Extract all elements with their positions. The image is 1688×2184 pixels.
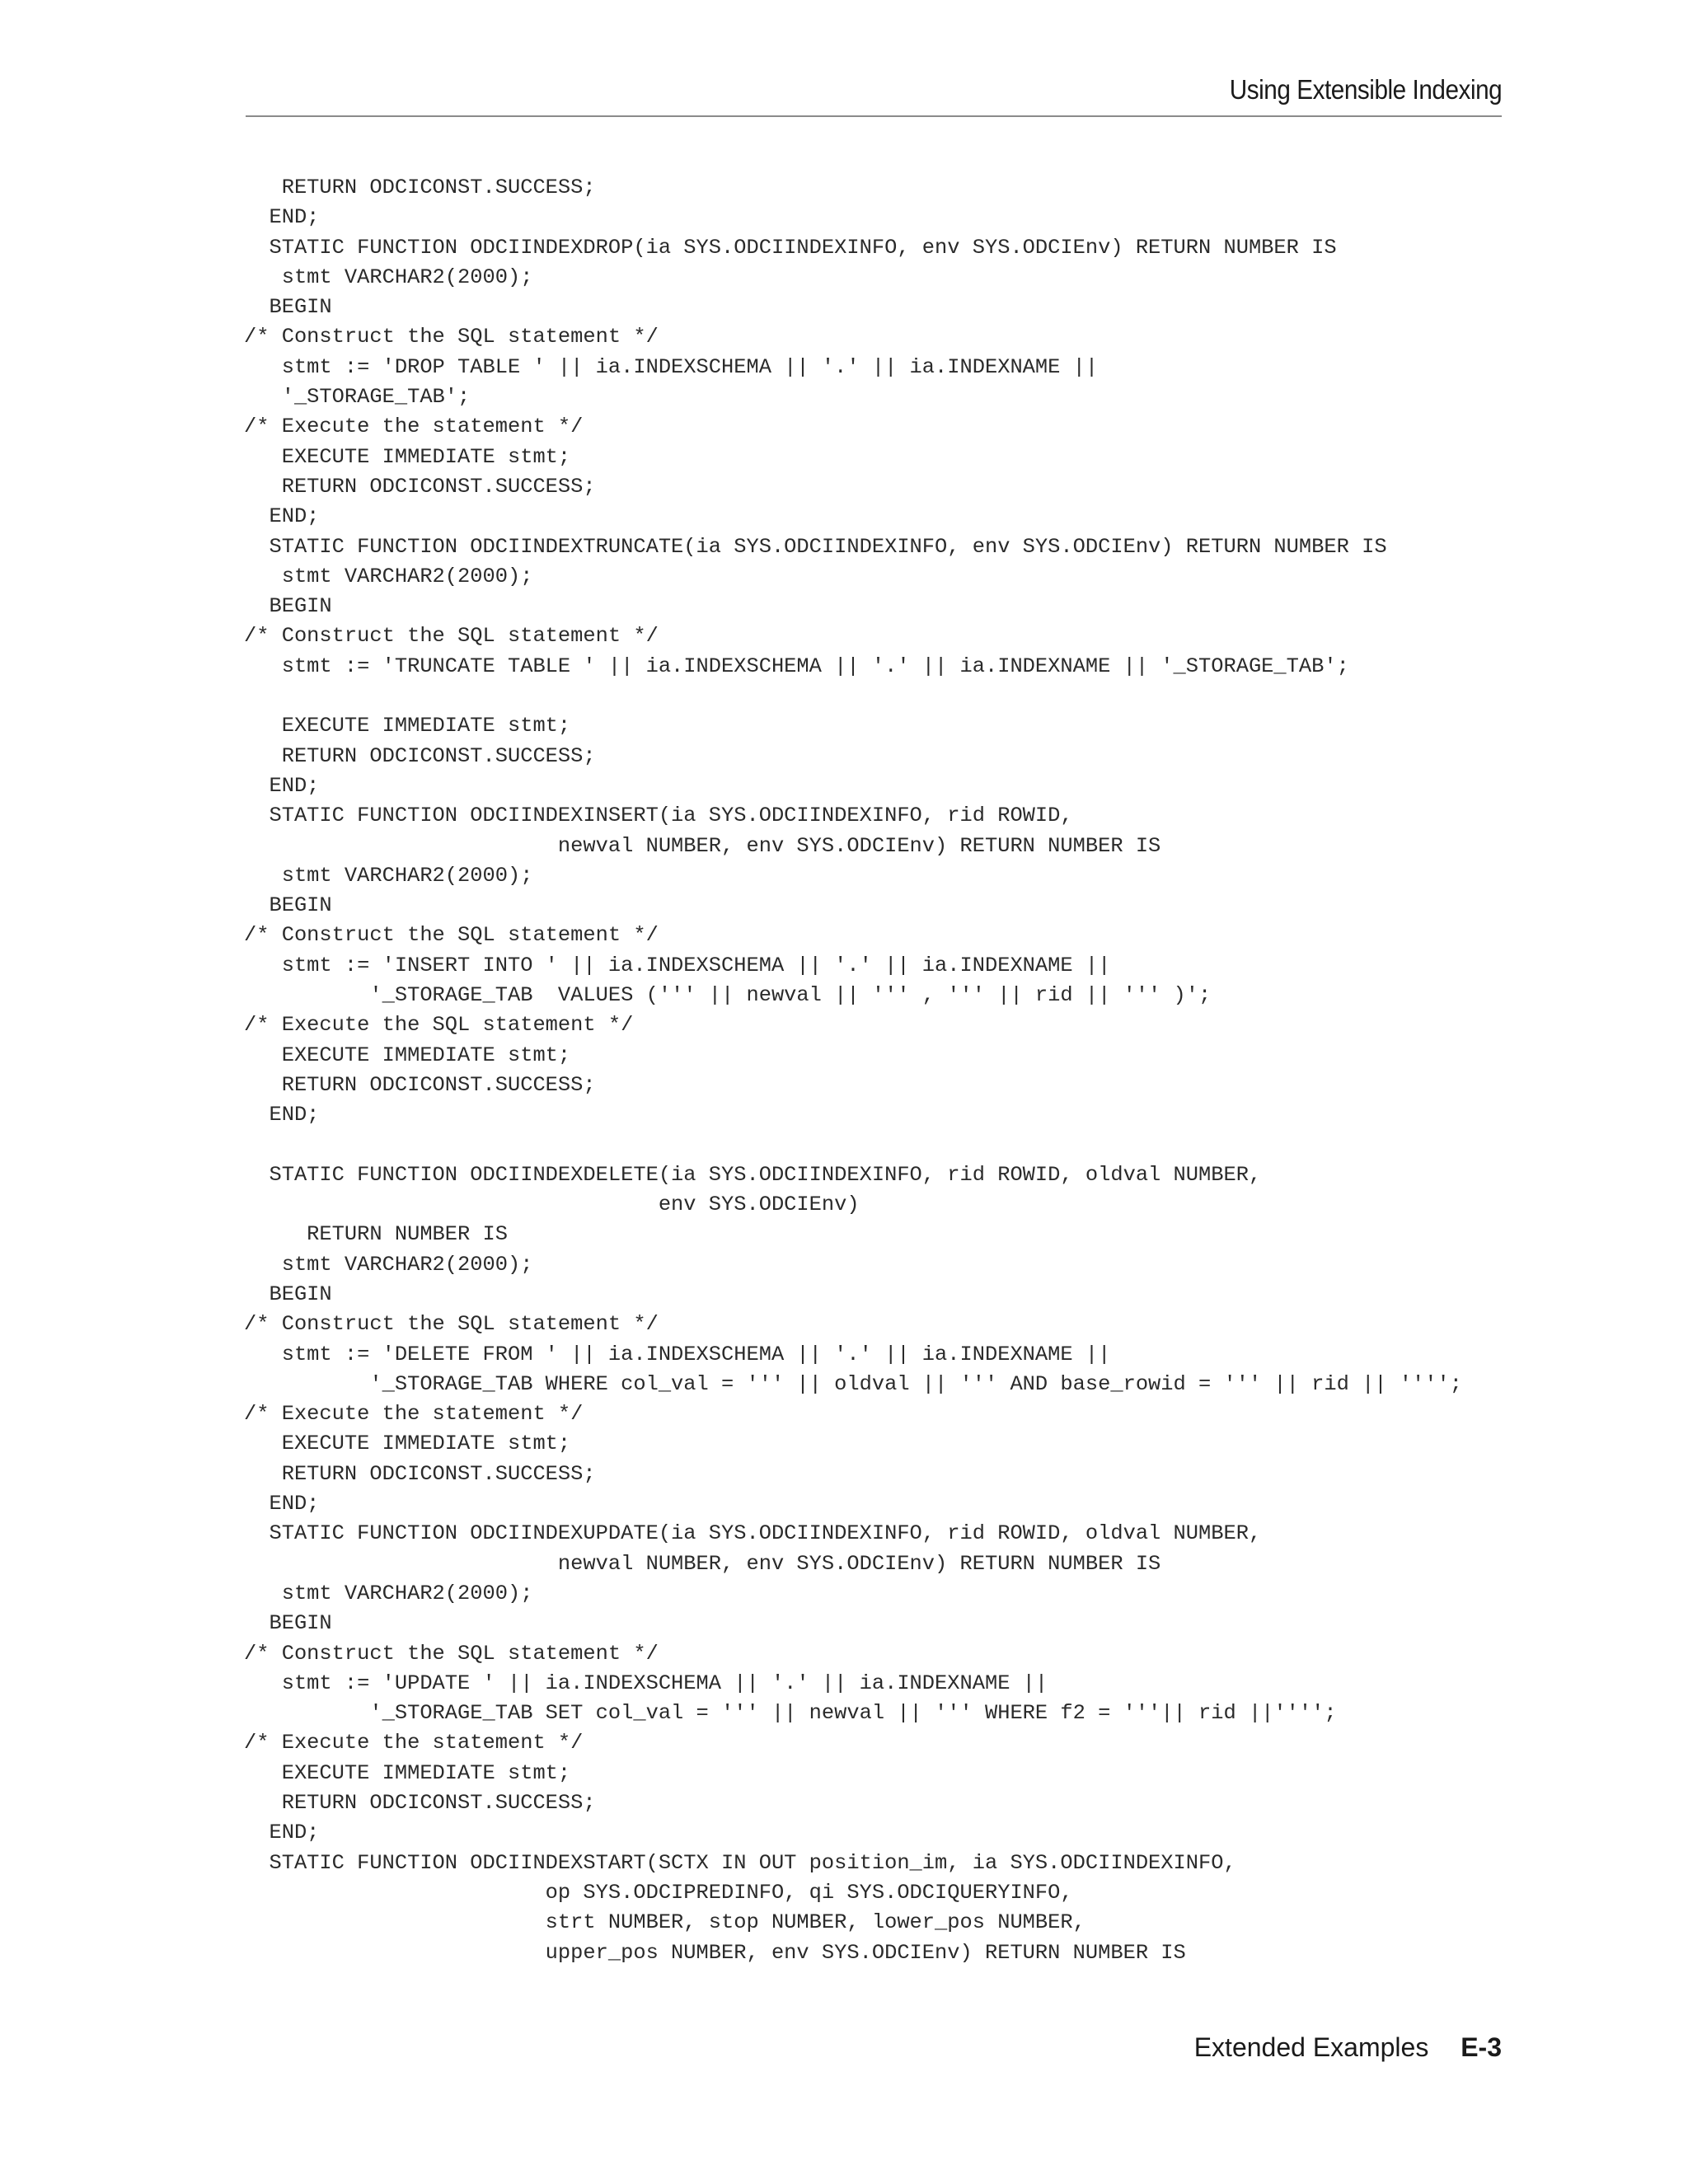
code-line: STATIC FUNCTION ODCIINDEXDELETE(ia SYS.ODCIINDEXINFO, rid ROWID, oldval NUMBER, — [244, 1162, 1262, 1187]
code-line: END; — [244, 205, 320, 230]
code-line: RETURN ODCICONST.SUCCESS; — [244, 1791, 596, 1816]
running-footer — [1194, 2032, 1502, 2063]
code-line — [244, 682, 1462, 711]
code-line: END; — [244, 504, 320, 529]
code-line: upper_pos NUMBER, env SYS.ODCIEnv) RETURN NUMBER IS — [244, 1940, 1186, 1965]
code-line: BEGIN — [244, 1282, 332, 1306]
code-line: '_STORAGE_TAB WHERE col_val = ''' || oldval || ''' AND base_rowid = ''' || rid || ''''; — [244, 1371, 1462, 1396]
code-line: END; — [244, 1103, 320, 1127]
code-line: stmt VARCHAR2(2000); — [244, 564, 533, 588]
code-line: END; — [244, 1492, 320, 1516]
code-line: RETURN ODCICONST.SUCCESS; — [244, 743, 596, 768]
code-line: EXECUTE IMMEDIATE stmt; — [244, 1760, 571, 1785]
code-line: newval NUMBER, env SYS.ODCIEnv) RETURN NUMBER IS — [244, 833, 1161, 858]
code-line: /* Construct the SQL statement */ — [244, 923, 659, 948]
code-line: stmt := 'DROP TABLE ' || ia.INDEXSCHEMA || '.' || ia.INDEXNAME || — [244, 354, 1099, 379]
code-line: END; — [244, 1821, 320, 1845]
code-line: env SYS.ODCIEnv) — [244, 1193, 860, 1217]
code-line: /* Execute the statement */ — [244, 1731, 584, 1755]
code-line: BEGIN — [244, 295, 332, 320]
code-line: /* Construct the SQL statement */ — [244, 624, 659, 649]
code-line: /* Construct the SQL statement */ — [244, 325, 659, 349]
code-line: EXECUTE IMMEDIATE stmt; — [244, 1043, 571, 1067]
code-line: stmt VARCHAR2(2000); — [244, 1252, 533, 1277]
code-line: /* Construct the SQL statement */ — [244, 1641, 659, 1666]
header-title: Using Extensible Indexing — [1229, 74, 1502, 105]
code-line: BEGIN — [244, 1611, 332, 1636]
code-line: BEGIN — [244, 594, 332, 619]
code-line: '_STORAGE_TAB VALUES (''' || newval || ''' , ''' || rid || ''' )'; — [244, 983, 1212, 1008]
code-line: strt NUMBER, stop NUMBER, lower_pos NUMBER, — [244, 1910, 1085, 1935]
code-line: RETURN ODCICONST.SUCCESS; — [244, 1461, 596, 1486]
code-line: '_STORAGE_TAB SET col_val = ''' || newval || ''' WHERE f2 = '''|| rid ||''''; — [244, 1701, 1337, 1726]
code-line: STATIC FUNCTION ODCIINDEXUPDATE(ia SYS.ODCIINDEXINFO, rid ROWID, oldval NUMBER, — [244, 1521, 1262, 1546]
code-line: STATIC FUNCTION ODCIINDEXINSERT(ia SYS.ODCIINDEXINFO, rid ROWID, — [244, 804, 1073, 828]
code-line: STATIC FUNCTION ODCIINDEXTRUNCATE(ia SYS.ODCIINDEXINFO, env SYS.ODCIEnv) RETURN NUMBER IS — [244, 534, 1387, 559]
page-number: E-3 — [1461, 2032, 1502, 2062]
code-line — [244, 1131, 1462, 1160]
code-line: BEGIN — [244, 893, 332, 918]
code-line: stmt := 'INSERT INTO ' || ia.INDEXSCHEMA || '.' || ia.INDEXNAME || — [244, 953, 1111, 977]
code-line: stmt VARCHAR2(2000); — [244, 863, 533, 888]
code-listing — [244, 173, 1462, 1968]
code-line: op SYS.ODCIPREDINFO, qi SYS.ODCIQUERYINFO, — [244, 1880, 1073, 1905]
code-line: RETURN ODCICONST.SUCCESS; — [244, 1072, 596, 1097]
code-line: /* Execute the SQL statement */ — [244, 1013, 634, 1038]
code-line: '_STORAGE_TAB'; — [244, 385, 471, 410]
code-line: newval NUMBER, env SYS.ODCIEnv) RETURN NUMBER IS — [244, 1551, 1161, 1576]
code-line: END; — [244, 773, 320, 798]
code-line: stmt := 'TRUNCATE TABLE ' || ia.INDEXSCHEMA || '.' || ia.INDEXNAME || '_STORAGE_TAB'; — [244, 654, 1349, 678]
code-line: RETURN NUMBER IS — [244, 1222, 508, 1247]
code-line: RETURN ODCICONST.SUCCESS; — [244, 474, 596, 499]
code-line: /* Construct the SQL statement */ — [244, 1312, 659, 1337]
code-line: /* Execute the statement */ — [244, 1402, 584, 1427]
code-line: RETURN ODCICONST.SUCCESS; — [244, 176, 596, 199]
code-line: EXECUTE IMMEDIATE stmt; — [244, 444, 571, 469]
code-line: stmt := 'DELETE FROM ' || ia.INDEXSCHEMA || '.' || ia.INDEXNAME || — [244, 1342, 1111, 1366]
code-line: /* Execute the statement */ — [244, 415, 584, 439]
code-line: stmt VARCHAR2(2000); — [244, 265, 533, 289]
code-line: EXECUTE IMMEDIATE stmt; — [244, 1432, 571, 1456]
code-line: STATIC FUNCTION ODCIINDEXSTART(SCTX IN OUT position_im, ia SYS.ODCIINDEXINFO, — [244, 1850, 1236, 1875]
footer-section-label: Extended Examples — [1193, 2032, 1429, 2062]
code-line: stmt VARCHAR2(2000); — [244, 1581, 533, 1605]
running-header — [246, 71, 1502, 117]
code-line: stmt := 'UPDATE ' || ia.INDEXSCHEMA || '.' || ia.INDEXNAME || — [244, 1671, 1048, 1695]
code-line: EXECUTE IMMEDIATE stmt; — [244, 714, 571, 738]
code-line: STATIC FUNCTION ODCIINDEXDROP(ia SYS.ODCIINDEXINFO, env SYS.ODCIEnv) RETURN NUMBER IS — [244, 235, 1337, 260]
